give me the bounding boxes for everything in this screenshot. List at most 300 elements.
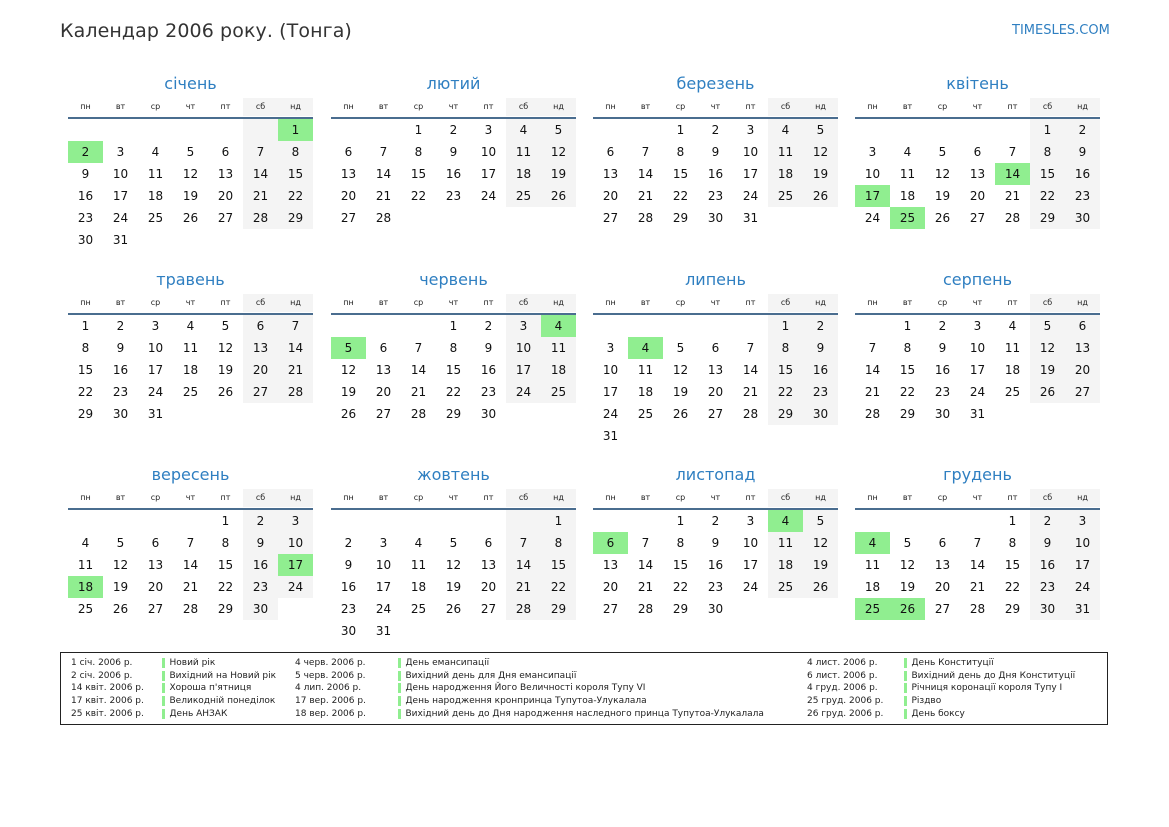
day-cell[interactable]: 10 xyxy=(278,532,313,554)
day-cell[interactable]: 25 xyxy=(541,381,576,403)
day-cell[interactable]: 31 xyxy=(602,429,619,443)
day-cell[interactable]: 3 xyxy=(151,319,160,333)
day-cell[interactable]: 20 xyxy=(217,189,234,203)
day-cell[interactable]: 25 xyxy=(506,185,541,207)
day-cell[interactable]: 10 xyxy=(480,145,497,159)
day-cell[interactable]: 23 xyxy=(707,580,724,594)
day-cell[interactable]: 29 xyxy=(1004,602,1021,616)
day-cell[interactable]: 26 xyxy=(112,602,129,616)
day-cell[interactable]: 24 xyxy=(742,189,759,203)
day-cell[interactable]: 13 xyxy=(147,558,164,572)
day-cell[interactable]: 14 xyxy=(182,558,199,572)
day-cell[interactable]: 13 xyxy=(602,167,619,181)
day-cell[interactable]: 5 xyxy=(116,536,125,550)
day-cell[interactable]: 20 xyxy=(480,580,497,594)
day-cell[interactable]: 15 xyxy=(672,167,689,181)
day-cell[interactable]: 6 xyxy=(243,315,278,337)
day-cell[interactable]: 2 xyxy=(803,315,838,337)
day-cell[interactable]: 23 xyxy=(243,576,278,598)
day-cell[interactable]: 27 xyxy=(602,602,619,616)
day-cell[interactable]: 8 xyxy=(676,536,685,550)
day-cell[interactable]: 28 xyxy=(375,211,392,225)
day-cell[interactable]: 9 xyxy=(711,145,720,159)
day-cell[interactable]: 22 xyxy=(1030,185,1065,207)
day-cell[interactable]: 15 xyxy=(768,359,803,381)
day-cell[interactable]: 31 xyxy=(742,211,759,225)
day-cell[interactable]: 13 xyxy=(217,167,234,181)
day-cell[interactable]: 6 xyxy=(379,341,388,355)
day-cell[interactable]: 6 xyxy=(151,536,160,550)
day-cell[interactable]: 2 xyxy=(243,510,278,532)
day-cell[interactable]: 7 xyxy=(973,536,982,550)
day-cell[interactable]: 19 xyxy=(672,385,689,399)
day-cell[interactable]: 21 xyxy=(410,385,427,399)
day-cell[interactable]: 23 xyxy=(1030,576,1065,598)
day-cell[interactable]: 16 xyxy=(112,363,129,377)
day-cell[interactable]: 10 xyxy=(112,167,129,181)
day-cell[interactable]: 3 xyxy=(379,536,388,550)
day-cell[interactable]: 23 xyxy=(112,385,129,399)
day-cell[interactable]: 28 xyxy=(969,602,986,616)
day-cell[interactable]: 30 xyxy=(77,233,94,247)
site-link[interactable]: TIMESLES.COM xyxy=(1012,23,1110,38)
day-cell[interactable]: 13 xyxy=(707,363,724,377)
day-cell[interactable]: 13 xyxy=(243,337,278,359)
day-cell[interactable]: 20 xyxy=(934,580,951,594)
day-cell[interactable]: 8 xyxy=(278,141,313,163)
day-cell[interactable]: 16 xyxy=(934,363,951,377)
day-cell[interactable]: 19 xyxy=(217,363,234,377)
day-cell[interactable]: 3 xyxy=(868,145,877,159)
day-cell[interactable]: 27 xyxy=(340,211,357,225)
day-cell[interactable]: 29 xyxy=(445,407,462,421)
day-cell[interactable]: 21 xyxy=(182,580,199,594)
day-cell[interactable]: 28 xyxy=(637,602,654,616)
day-cell[interactable]: 13 xyxy=(480,558,497,572)
day-cell[interactable]: 15 xyxy=(410,167,427,181)
day-cell[interactable]: 19 xyxy=(803,554,838,576)
day-cell[interactable]: 28 xyxy=(278,381,313,403)
day-cell[interactable]: 16 xyxy=(77,189,94,203)
holiday-day-cell[interactable]: 1 xyxy=(278,119,313,141)
day-cell[interactable]: 18 xyxy=(637,385,654,399)
day-cell[interactable]: 19 xyxy=(445,580,462,594)
day-cell[interactable]: 7 xyxy=(186,536,195,550)
day-cell[interactable]: 10 xyxy=(969,341,986,355)
day-cell[interactable]: 24 xyxy=(1065,576,1100,598)
day-cell[interactable]: 25 xyxy=(768,185,803,207)
day-cell[interactable]: 27 xyxy=(707,407,724,421)
day-cell[interactable]: 18 xyxy=(182,363,199,377)
day-cell[interactable]: 20 xyxy=(340,189,357,203)
day-cell[interactable]: 9 xyxy=(116,341,125,355)
day-cell[interactable]: 29 xyxy=(672,211,689,225)
day-cell[interactable]: 9 xyxy=(1030,532,1065,554)
day-cell[interactable]: 24 xyxy=(969,385,986,399)
day-cell[interactable]: 19 xyxy=(934,189,951,203)
day-cell[interactable]: 8 xyxy=(81,341,90,355)
day-cell[interactable]: 15 xyxy=(278,163,313,185)
day-cell[interactable]: 29 xyxy=(77,407,94,421)
day-cell[interactable]: 26 xyxy=(217,385,234,399)
day-cell[interactable]: 27 xyxy=(602,211,619,225)
day-cell[interactable]: 16 xyxy=(1065,163,1100,185)
day-cell[interactable]: 6 xyxy=(973,145,982,159)
day-cell[interactable]: 20 xyxy=(147,580,164,594)
day-cell[interactable]: 27 xyxy=(375,407,392,421)
day-cell[interactable]: 8 xyxy=(449,341,458,355)
day-cell[interactable]: 28 xyxy=(410,407,427,421)
day-cell[interactable]: 5 xyxy=(676,341,685,355)
day-cell[interactable]: 2 xyxy=(484,319,493,333)
day-cell[interactable]: 29 xyxy=(768,403,803,425)
day-cell[interactable]: 3 xyxy=(746,514,755,528)
day-cell[interactable]: 1 xyxy=(414,123,423,137)
day-cell[interactable]: 19 xyxy=(182,189,199,203)
day-cell[interactable]: 20 xyxy=(602,189,619,203)
day-cell[interactable]: 24 xyxy=(375,602,392,616)
day-cell[interactable]: 12 xyxy=(541,141,576,163)
day-cell[interactable]: 11 xyxy=(147,167,164,181)
day-cell[interactable]: 22 xyxy=(217,580,234,594)
day-cell[interactable]: 18 xyxy=(768,163,803,185)
day-cell[interactable]: 20 xyxy=(243,359,278,381)
day-cell[interactable]: 27 xyxy=(480,602,497,616)
day-cell[interactable]: 27 xyxy=(217,211,234,225)
day-cell[interactable]: 2 xyxy=(711,123,720,137)
holiday-day-cell[interactable]: 17 xyxy=(855,185,890,207)
day-cell[interactable]: 17 xyxy=(506,359,541,381)
day-cell[interactable]: 13 xyxy=(340,167,357,181)
day-cell[interactable]: 23 xyxy=(1065,185,1100,207)
day-cell[interactable]: 21 xyxy=(1004,189,1021,203)
day-cell[interactable]: 17 xyxy=(480,167,497,181)
day-cell[interactable]: 11 xyxy=(182,341,199,355)
day-cell[interactable]: 9 xyxy=(1065,141,1100,163)
day-cell[interactable]: 22 xyxy=(410,189,427,203)
day-cell[interactable]: 17 xyxy=(742,558,759,572)
day-cell[interactable]: 5 xyxy=(803,510,838,532)
day-cell[interactable]: 10 xyxy=(602,363,619,377)
day-cell[interactable]: 2 xyxy=(116,319,125,333)
day-cell[interactable]: 1 xyxy=(903,319,912,333)
day-cell[interactable]: 8 xyxy=(1008,536,1017,550)
day-cell[interactable]: 1 xyxy=(676,514,685,528)
day-cell[interactable]: 13 xyxy=(1065,337,1100,359)
day-cell[interactable]: 9 xyxy=(81,167,90,181)
day-cell[interactable]: 20 xyxy=(602,580,619,594)
day-cell[interactable]: 23 xyxy=(803,381,838,403)
day-cell[interactable]: 29 xyxy=(672,602,689,616)
day-cell[interactable]: 30 xyxy=(243,598,278,620)
day-cell[interactable]: 31 xyxy=(1065,598,1100,620)
day-cell[interactable]: 7 xyxy=(414,341,423,355)
day-cell[interactable]: 3 xyxy=(1065,510,1100,532)
day-cell[interactable]: 18 xyxy=(506,163,541,185)
day-cell[interactable]: 22 xyxy=(541,576,576,598)
day-cell[interactable]: 22 xyxy=(768,381,803,403)
day-cell[interactable]: 7 xyxy=(506,532,541,554)
holiday-day-cell[interactable]: 4 xyxy=(628,337,663,359)
day-cell[interactable]: 14 xyxy=(637,167,654,181)
day-cell[interactable]: 5 xyxy=(449,536,458,550)
day-cell[interactable]: 18 xyxy=(541,359,576,381)
day-cell[interactable]: 25 xyxy=(1004,385,1021,399)
day-cell[interactable]: 27 xyxy=(934,602,951,616)
day-cell[interactable]: 24 xyxy=(278,576,313,598)
holiday-day-cell[interactable]: 17 xyxy=(278,554,313,576)
day-cell[interactable]: 25 xyxy=(182,385,199,399)
day-cell[interactable]: 10 xyxy=(742,145,759,159)
day-cell[interactable]: 18 xyxy=(899,189,916,203)
day-cell[interactable]: 22 xyxy=(278,185,313,207)
day-cell[interactable]: 4 xyxy=(414,536,423,550)
day-cell[interactable]: 14 xyxy=(969,558,986,572)
day-cell[interactable]: 14 xyxy=(375,167,392,181)
day-cell[interactable]: 10 xyxy=(742,536,759,550)
holiday-day-cell[interactable]: 26 xyxy=(890,598,925,620)
day-cell[interactable]: 22 xyxy=(77,385,94,399)
day-cell[interactable]: 29 xyxy=(899,407,916,421)
day-cell[interactable]: 21 xyxy=(969,580,986,594)
day-cell[interactable]: 15 xyxy=(1030,163,1065,185)
day-cell[interactable]: 24 xyxy=(864,211,881,225)
day-cell[interactable]: 7 xyxy=(1008,145,1017,159)
day-cell[interactable]: 6 xyxy=(221,145,230,159)
day-cell[interactable]: 2 xyxy=(1030,510,1065,532)
day-cell[interactable]: 10 xyxy=(506,337,541,359)
day-cell[interactable]: 30 xyxy=(480,407,497,421)
day-cell[interactable]: 11 xyxy=(541,337,576,359)
day-cell[interactable]: 14 xyxy=(742,363,759,377)
day-cell[interactable]: 30 xyxy=(707,602,724,616)
day-cell[interactable]: 28 xyxy=(742,407,759,421)
day-cell[interactable]: 6 xyxy=(1065,315,1100,337)
day-cell[interactable]: 11 xyxy=(637,363,654,377)
day-cell[interactable]: 9 xyxy=(243,532,278,554)
day-cell[interactable]: 30 xyxy=(803,403,838,425)
day-cell[interactable]: 26 xyxy=(1030,381,1065,403)
day-cell[interactable]: 24 xyxy=(506,381,541,403)
day-cell[interactable]: 5 xyxy=(938,145,947,159)
day-cell[interactable]: 23 xyxy=(445,189,462,203)
day-cell[interactable]: 5 xyxy=(541,119,576,141)
day-cell[interactable]: 9 xyxy=(803,337,838,359)
day-cell[interactable]: 12 xyxy=(445,558,462,572)
day-cell[interactable]: 26 xyxy=(445,602,462,616)
day-cell[interactable]: 23 xyxy=(934,385,951,399)
day-cell[interactable]: 1 xyxy=(81,319,90,333)
day-cell[interactable]: 27 xyxy=(147,602,164,616)
day-cell[interactable]: 20 xyxy=(1065,359,1100,381)
day-cell[interactable]: 14 xyxy=(278,337,313,359)
day-cell[interactable]: 15 xyxy=(672,558,689,572)
day-cell[interactable]: 26 xyxy=(803,185,838,207)
day-cell[interactable]: 30 xyxy=(1030,598,1065,620)
day-cell[interactable]: 2 xyxy=(344,536,353,550)
day-cell[interactable]: 1 xyxy=(541,510,576,532)
day-cell[interactable]: 8 xyxy=(221,536,230,550)
day-cell[interactable]: 5 xyxy=(803,119,838,141)
day-cell[interactable]: 19 xyxy=(112,580,129,594)
day-cell[interactable]: 16 xyxy=(707,167,724,181)
day-cell[interactable]: 15 xyxy=(541,554,576,576)
day-cell[interactable]: 12 xyxy=(899,558,916,572)
day-cell[interactable]: 5 xyxy=(221,319,230,333)
day-cell[interactable]: 6 xyxy=(484,536,493,550)
day-cell[interactable]: 27 xyxy=(243,381,278,403)
day-cell[interactable]: 30 xyxy=(340,624,357,638)
day-cell[interactable]: 21 xyxy=(506,576,541,598)
day-cell[interactable]: 14 xyxy=(637,558,654,572)
day-cell[interactable]: 31 xyxy=(112,233,129,247)
day-cell[interactable]: 23 xyxy=(480,385,497,399)
day-cell[interactable]: 18 xyxy=(1004,363,1021,377)
day-cell[interactable]: 17 xyxy=(969,363,986,377)
day-cell[interactable]: 12 xyxy=(217,341,234,355)
day-cell[interactable]: 19 xyxy=(340,385,357,399)
day-cell[interactable]: 3 xyxy=(278,510,313,532)
day-cell[interactable]: 13 xyxy=(934,558,951,572)
day-cell[interactable]: 24 xyxy=(742,580,759,594)
holiday-day-cell[interactable]: 25 xyxy=(855,598,890,620)
day-cell[interactable]: 4 xyxy=(768,119,803,141)
day-cell[interactable]: 9 xyxy=(484,341,493,355)
day-cell[interactable]: 13 xyxy=(969,167,986,181)
day-cell[interactable]: 9 xyxy=(711,536,720,550)
day-cell[interactable]: 31 xyxy=(375,624,392,638)
day-cell[interactable]: 6 xyxy=(938,536,947,550)
day-cell[interactable]: 6 xyxy=(344,145,353,159)
day-cell[interactable]: 30 xyxy=(934,407,951,421)
day-cell[interactable]: 28 xyxy=(182,602,199,616)
day-cell[interactable]: 15 xyxy=(899,363,916,377)
day-cell[interactable]: 6 xyxy=(606,145,615,159)
day-cell[interactable]: 22 xyxy=(445,385,462,399)
day-cell[interactable]: 21 xyxy=(637,580,654,594)
day-cell[interactable]: 1 xyxy=(676,123,685,137)
day-cell[interactable]: 24 xyxy=(602,407,619,421)
day-cell[interactable]: 1 xyxy=(1030,119,1065,141)
day-cell[interactable]: 11 xyxy=(506,141,541,163)
day-cell[interactable]: 13 xyxy=(375,363,392,377)
day-cell[interactable]: 24 xyxy=(480,189,497,203)
day-cell[interactable]: 8 xyxy=(903,341,912,355)
day-cell[interactable]: 5 xyxy=(903,536,912,550)
day-cell[interactable]: 4 xyxy=(81,536,90,550)
day-cell[interactable]: 5 xyxy=(186,145,195,159)
day-cell[interactable]: 11 xyxy=(1004,341,1021,355)
day-cell[interactable]: 9 xyxy=(938,341,947,355)
day-cell[interactable]: 17 xyxy=(602,385,619,399)
day-cell[interactable]: 19 xyxy=(541,163,576,185)
day-cell[interactable]: 3 xyxy=(606,341,615,355)
day-cell[interactable]: 27 xyxy=(1065,381,1100,403)
day-cell[interactable]: 8 xyxy=(541,532,576,554)
day-cell[interactable]: 22 xyxy=(1004,580,1021,594)
day-cell[interactable]: 16 xyxy=(243,554,278,576)
holiday-day-cell[interactable]: 18 xyxy=(68,576,103,598)
day-cell[interactable]: 3 xyxy=(116,145,125,159)
day-cell[interactable]: 26 xyxy=(672,407,689,421)
day-cell[interactable]: 17 xyxy=(147,363,164,377)
day-cell[interactable]: 16 xyxy=(445,167,462,181)
day-cell[interactable]: 6 xyxy=(711,341,720,355)
day-cell[interactable]: 21 xyxy=(637,189,654,203)
day-cell[interactable]: 10 xyxy=(864,167,881,181)
day-cell[interactable]: 26 xyxy=(541,185,576,207)
day-cell[interactable]: 3 xyxy=(746,123,755,137)
day-cell[interactable]: 29 xyxy=(217,602,234,616)
holiday-day-cell[interactable]: 6 xyxy=(593,532,628,554)
day-cell[interactable]: 4 xyxy=(506,119,541,141)
day-cell[interactable]: 12 xyxy=(934,167,951,181)
day-cell[interactable]: 26 xyxy=(182,211,199,225)
day-cell[interactable]: 12 xyxy=(1030,337,1065,359)
day-cell[interactable]: 26 xyxy=(803,576,838,598)
day-cell[interactable]: 28 xyxy=(1004,211,1021,225)
day-cell[interactable]: 11 xyxy=(77,558,94,572)
day-cell[interactable]: 18 xyxy=(768,554,803,576)
holiday-day-cell[interactable]: 5 xyxy=(331,337,366,359)
day-cell[interactable]: 21 xyxy=(278,359,313,381)
day-cell[interactable]: 30 xyxy=(707,211,724,225)
day-cell[interactable]: 11 xyxy=(864,558,881,572)
holiday-day-cell[interactable]: 14 xyxy=(995,163,1030,185)
day-cell[interactable]: 10 xyxy=(1065,532,1100,554)
day-cell[interactable]: 2 xyxy=(711,514,720,528)
day-cell[interactable]: 20 xyxy=(969,189,986,203)
day-cell[interactable]: 7 xyxy=(641,536,650,550)
day-cell[interactable]: 18 xyxy=(410,580,427,594)
day-cell[interactable]: 27 xyxy=(969,211,986,225)
day-cell[interactable]: 30 xyxy=(1065,207,1100,229)
day-cell[interactable]: 31 xyxy=(147,407,164,421)
day-cell[interactable]: 23 xyxy=(707,189,724,203)
day-cell[interactable]: 15 xyxy=(77,363,94,377)
day-cell[interactable]: 2 xyxy=(1065,119,1100,141)
day-cell[interactable]: 7 xyxy=(243,141,278,163)
day-cell[interactable]: 10 xyxy=(375,558,392,572)
day-cell[interactable]: 1 xyxy=(768,315,803,337)
day-cell[interactable]: 25 xyxy=(147,211,164,225)
day-cell[interactable]: 3 xyxy=(484,123,493,137)
day-cell[interactable]: 9 xyxy=(449,145,458,159)
day-cell[interactable]: 29 xyxy=(278,207,313,229)
day-cell[interactable]: 20 xyxy=(707,385,724,399)
day-cell[interactable]: 2 xyxy=(449,123,458,137)
day-cell[interactable]: 18 xyxy=(147,189,164,203)
day-cell[interactable]: 23 xyxy=(77,211,94,225)
day-cell[interactable]: 11 xyxy=(410,558,427,572)
day-cell[interactable]: 16 xyxy=(803,359,838,381)
day-cell[interactable]: 24 xyxy=(147,385,164,399)
day-cell[interactable]: 16 xyxy=(480,363,497,377)
day-cell[interactable]: 12 xyxy=(340,363,357,377)
day-cell[interactable]: 10 xyxy=(147,341,164,355)
day-cell[interactable]: 25 xyxy=(77,602,94,616)
day-cell[interactable]: 16 xyxy=(707,558,724,572)
day-cell[interactable]: 28 xyxy=(243,207,278,229)
day-cell[interactable]: 17 xyxy=(1065,554,1100,576)
day-cell[interactable]: 26 xyxy=(340,407,357,421)
day-cell[interactable]: 5 xyxy=(1030,315,1065,337)
day-cell[interactable]: 17 xyxy=(112,189,129,203)
holiday-day-cell[interactable]: 4 xyxy=(768,510,803,532)
day-cell[interactable]: 12 xyxy=(803,141,838,163)
day-cell[interactable]: 22 xyxy=(672,580,689,594)
day-cell[interactable]: 28 xyxy=(506,598,541,620)
